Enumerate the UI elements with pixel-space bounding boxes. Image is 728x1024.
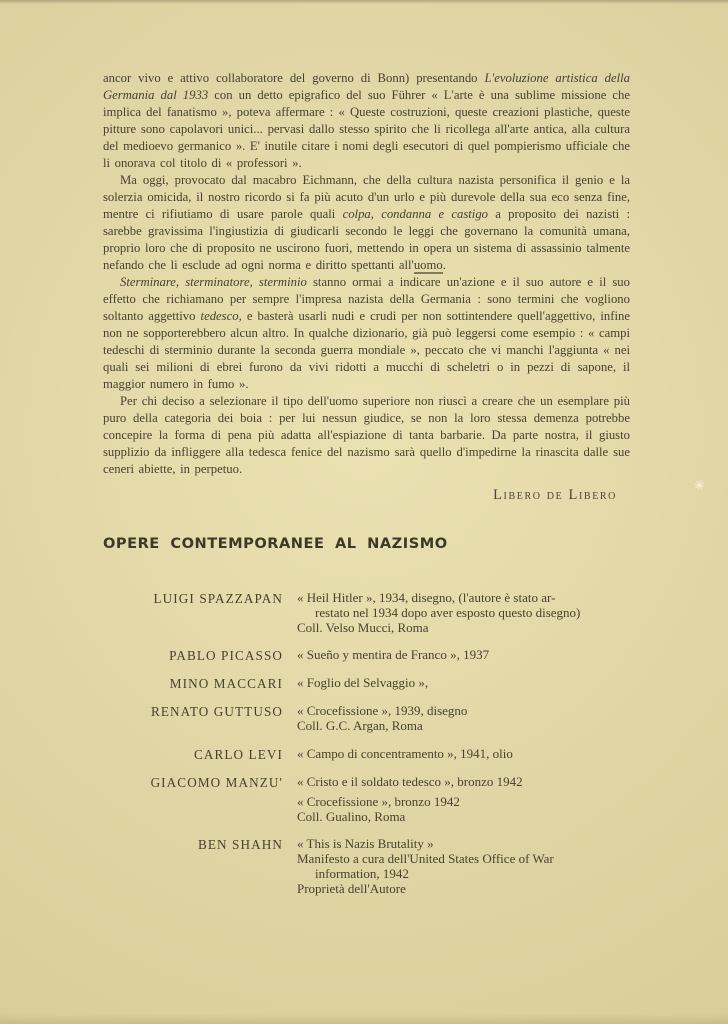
work-line: « Crocefissione », 1939, disegno: [297, 703, 468, 719]
work-line: Proprietà dell'Autore: [297, 880, 406, 896]
work-line: Coll. Velso Mucci, Roma: [297, 619, 429, 635]
text-segment: Per chi deciso a selezionare il tipo dell'uomo superiore non riuscì a creare che un esemplare più puro della categoria dei boia : per lui nessun giudice, se non la loro stessa demenza potrebbe concepire la forma di pena più adatta all'espiazione di tanta barbarie. Da parte nostra, il giusto supplizio da infliggere alla tedesca fenice del nazismo sarà quello d'impedirne la rinascita dalle sue ceneri abiette, in perpetuo.: [103, 394, 630, 476]
work-details: [297, 648, 633, 663]
work-line: Coll. Gualino, Roma: [297, 808, 406, 824]
italic-phrase: colpa, condanna e castigo: [342, 207, 489, 221]
work-details: [297, 837, 633, 896]
essay-paragraph: [103, 274, 630, 393]
essay-paragraph: [103, 393, 630, 478]
catalogue-entry: [0, 591, 728, 635]
catalogue-entry: [0, 704, 728, 734]
work-line: « Campo di concentramento », 1941, olio: [297, 745, 513, 761]
work-details: [297, 704, 633, 734]
work-line: « Sueño y mentira de Franco », 1937: [297, 647, 490, 663]
work-details: [297, 591, 633, 635]
essay-body: [103, 70, 630, 478]
work-line: « Cristo e il soldato tedesco », bronzo 1942: [297, 773, 523, 789]
catalogue-entry: [0, 775, 728, 824]
italic-phrase: Sterminare, sterminatore, sterminio: [120, 275, 307, 289]
paper-blemish: ✳: [692, 477, 707, 494]
text-segment: .: [442, 258, 446, 272]
text-segment: uomo: [413, 258, 443, 272]
work-line: « Heil Hitler », 1934, disegno, (l'autore è stato ar-: [297, 590, 556, 605]
section-heading: OPERE CONTEMPORANEE AL NAZISMO: [103, 535, 448, 552]
italic-phrase: L'evoluzione artistica della Germania dal 1933: [103, 71, 630, 102]
text-segment: e basterà usarli nudi e crudi per non sottintendere quell'aggettivo, infine non ne sopporterebbero alcun altro. In qualche dizionario, già può leggersi come esempio : « campi tedeschi di sterminio durante la seconda guerra mondiale », peccato che vi manchi l'aggiunta « nei quali sei milioni di ebrei furono da vivi ridotti a mucchi di scheletri o in pezzi di sapone, il maggior numero in fumo ».: [103, 309, 630, 391]
text-segment: Ma oggi, provocato dal macabro Eichmann, che della cultura nazista personifica il genio e la solerzia omicida, il nostro ricordo si fa più acuto d'un urlo e più durevole della sua eco senza fine, mentre ci rifiutiamo di usare parole quali: [103, 173, 630, 221]
artist-name: LUIGI SPAZZAPAN: [153, 591, 283, 606]
work-details: [297, 775, 633, 824]
artist-name: PABLO PICASSO: [169, 648, 283, 664]
work-line: information, 1942: [315, 865, 409, 881]
work-line: « Foglio del Selvaggio »,: [297, 675, 429, 691]
artist-name: CARLO LEVI: [193, 746, 283, 762]
text-segment: a proposito dei nazisti : sarebbe gravissima l'ingiustizia di giudicarli secondo le leggi che governano la comunità umana, proprio loro che di proposito ne uscirono fuori, mettendo in opera un sistema di assassinio talmente nefando che li esclude ad ogni norma e diritto spettanti all': [103, 207, 630, 272]
work-line: Manifesto a cura dell'United States Office of War: [297, 851, 554, 867]
work-line: « This is Nazis Brutality »: [297, 836, 434, 852]
catalogue-entry: [0, 837, 728, 896]
work-details: [297, 747, 633, 762]
artist-name: GIACOMO MANZU': [150, 774, 283, 790]
italic-phrase: tedesco,: [200, 309, 242, 323]
work-details: [297, 676, 633, 691]
catalogue-entry: [0, 676, 728, 691]
text-segment: stanno ormai a indicare un'azione e il suo autore e il suo effetto che richiamano per sempre l'impresa nazista della Germania : sono termini che vogliono soltanto aggettivo: [103, 275, 630, 323]
essay-paragraph: [103, 70, 630, 172]
text-segment: ancor vivo e attivo collaboratore del governo di Bonn) presentando: [103, 71, 485, 85]
artist-name: BEN SHAHN: [197, 837, 283, 853]
artist-name: MINO MACCARI: [169, 676, 283, 692]
text-segment: con un detto epigrafico del suo Führer « L'arte è una sublime missione che implica del fanatismo », poteva affermare : « Queste costruzioni, queste creazioni plastiche, queste pitture sono capolavori unici... pervasi dallo stesso spirito che li ricollega all'arte antica, alla cultura del medioevo germanico ». E' inutile citare i nomi degli esecutori di quel pompierismo ufficiale che li onorava col titolo di « professori ».: [103, 88, 631, 170]
artist-name: RENATO GUTTUSO: [150, 704, 283, 720]
author-signature: Libero de Libero: [493, 487, 617, 503]
catalogue-entry: [0, 648, 728, 663]
work-line: restato nel 1934 dopo aver esposto questo disegno): [315, 604, 581, 620]
work-line: « Crocefissione », bronzo 1942: [297, 793, 460, 809]
work-line: Coll. G.C. Argan, Roma: [297, 718, 423, 734]
catalogue-list: [0, 591, 728, 897]
essay-paragraph: [103, 172, 630, 274]
catalogue-entry: [0, 747, 728, 762]
